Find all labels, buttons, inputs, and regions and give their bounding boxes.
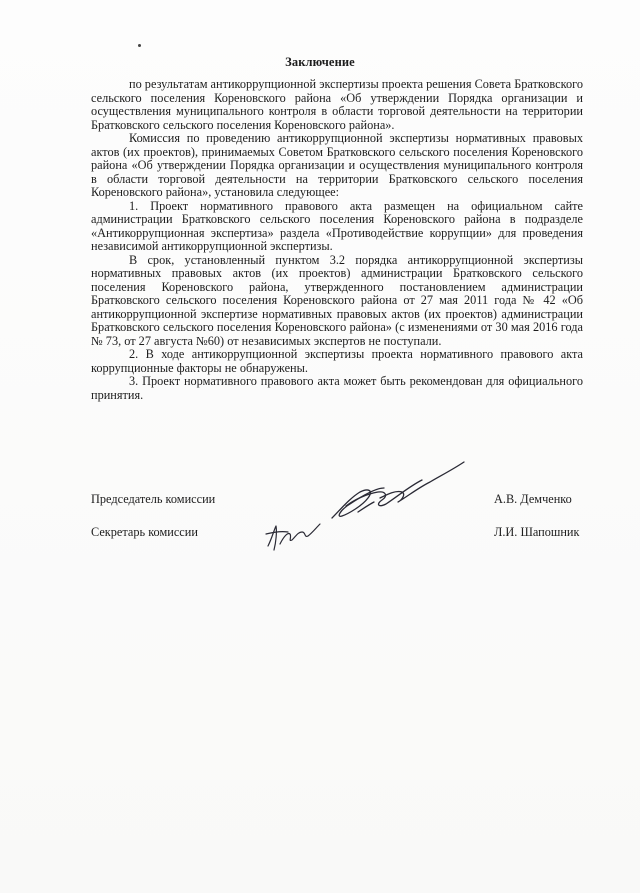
- chairman-role: Председатель комиссии: [91, 492, 216, 506]
- chairman-handwritten-signature: [318, 458, 468, 530]
- paragraph-item-3: 3. Проект нормативного правового акта может быть рекомендован для официального принятия.: [91, 374, 583, 402]
- chairman-name: А.В. Демченко: [494, 492, 572, 506]
- secretary-name: Л.И. Шапошник: [494, 525, 580, 539]
- document-body: [91, 78, 583, 402]
- secretary-role: Секретарь комиссии: [91, 525, 198, 539]
- document-title: Заключение: [285, 55, 355, 69]
- paragraph-deadline: В срок, установленный пунктом 3.2 порядка антикоррупционной экспертизы нормативных правовых актов (их проектов) администрации Братковского сельского поселения Кореновского района, утвержденного постановлением администрации Братковского сельского поселения Кореновского района от 27 мая 2011 года № 42 «Об антикоррупционной экспертизе нормативных правовых актов (их проектов) администрации Братковского сельского поселения Кореновского района» (с изменениями от 30 мая 2016 года № 73, от 27 августа №60) от независимых экспертов не поступали.: [91, 252, 583, 348]
- paragraph-commission: Комиссия по проведению антикоррупционной экспертизы нормативных правовых актов (их проектов), принимаемых Советом Братковского сельского поселения Кореновского района «Об утверждении Порядка организации и осуществления муниципального контроля в области торговой деятельности на территории Братковского сельского поселения Кореновского района», установила следующее:: [91, 131, 583, 199]
- scan-speck: [138, 44, 141, 47]
- secretary-handwritten-signature: [262, 520, 322, 554]
- paragraph-subject: по результатам антикоррупционной экспертизы проекта решения Совета Братковского сельского поселения Кореновского района «Об утверждении Порядка организации и осуществления муниципального контроля в области торговой деятельности на территории Братковского сельского поселения Кореновского района».: [91, 77, 583, 132]
- paragraph-item-1: 1. Проект нормативного правового акта размещен на официальном сайте администрации Братковского сельского поселения Кореновского района в подразделе «Антикоррупционная экспертиза» раздела «Противодействие коррупции» для проведения независимой антикоррупционной экспертизы.: [91, 198, 583, 253]
- paragraph-item-2: 2. В ходе антикоррупционной экспертизы проекта нормативного правового акта коррупционные факторы не обнаружены.: [91, 347, 583, 375]
